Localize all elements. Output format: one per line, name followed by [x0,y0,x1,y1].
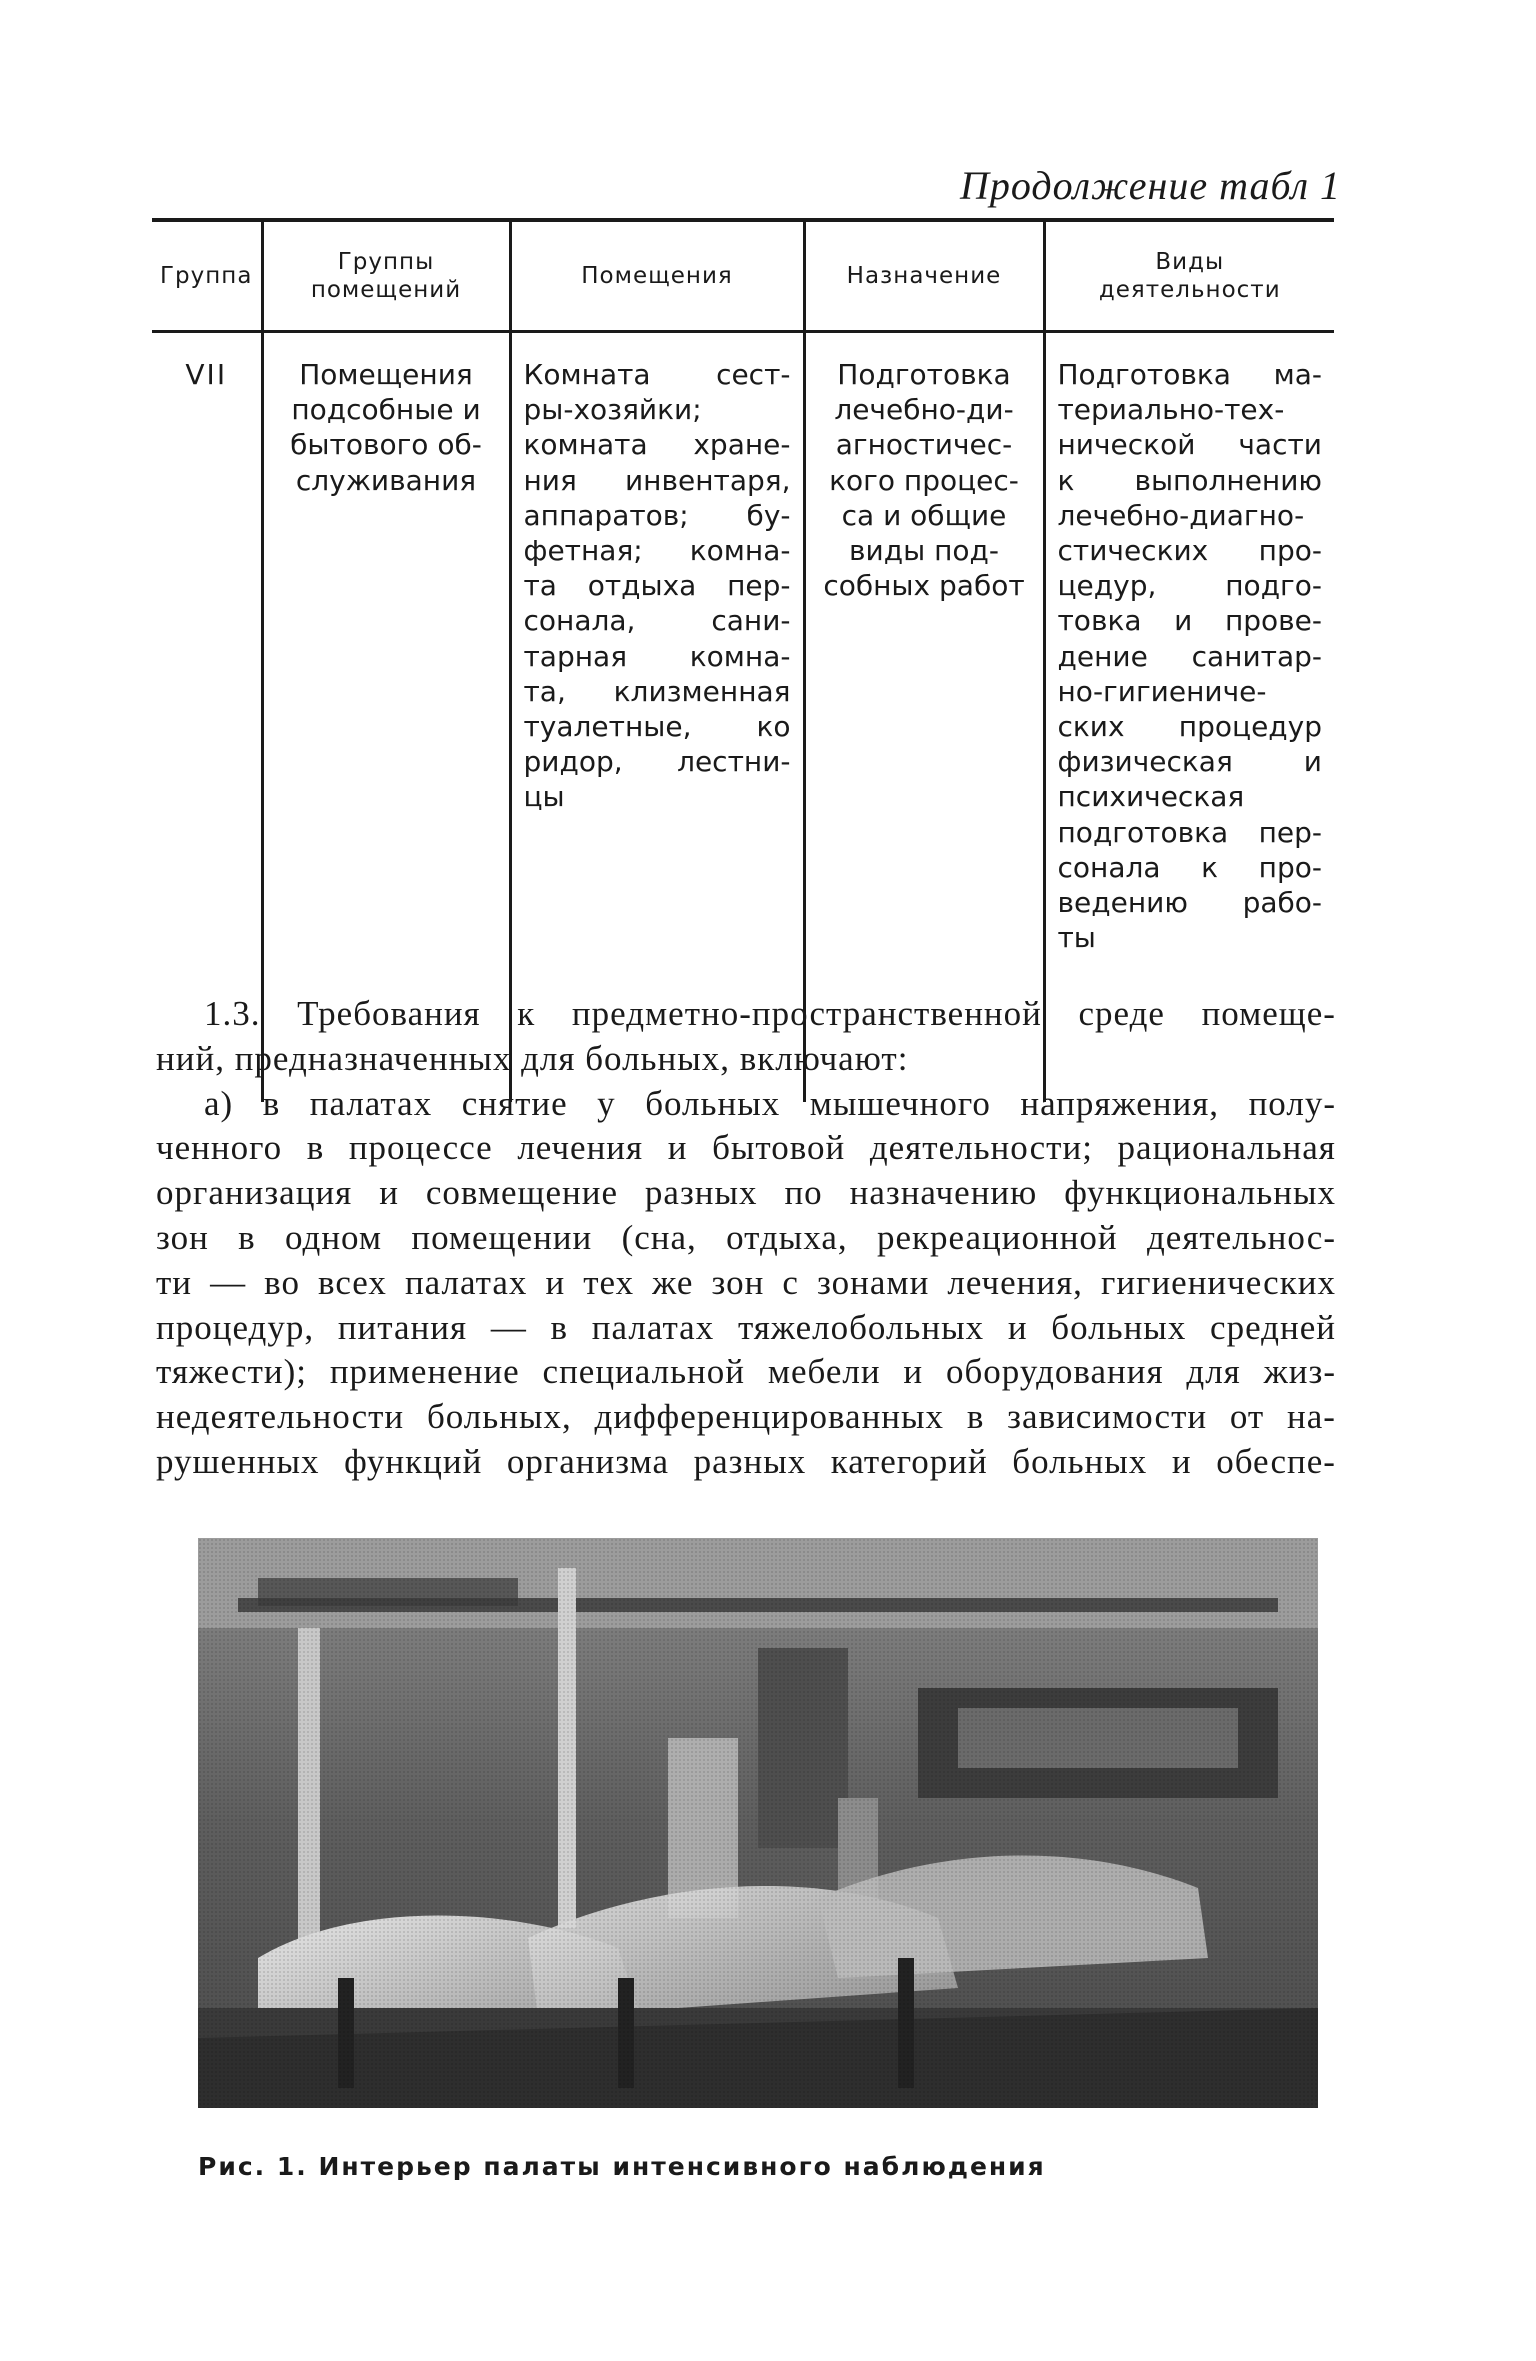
cell-line [524,463,791,498]
word: тяжелобольных [737,1307,985,1347]
cell-line [524,603,791,638]
word: про- [1258,850,1322,884]
word: и [1174,604,1193,638]
word: части [1238,428,1322,462]
ward-interior-photo [198,1538,1318,2108]
cell-line [524,392,791,427]
cell-line [1058,498,1323,533]
body-text [156,992,1336,1485]
cell-line [524,498,791,533]
word: больных [1051,1307,1187,1347]
paragraph-line [156,1171,1336,1216]
word: — [210,1262,247,1302]
word: дение [1057,639,1148,673]
word: совмещение [425,1173,618,1213]
word: применение [329,1352,520,1392]
word: в [966,1397,985,1437]
table-row [152,332,1334,1102]
word: и [379,1173,399,1213]
word: среде [1078,994,1165,1033]
word: и [1007,1307,1028,1347]
word: категорий [830,1441,988,1481]
word: бу- [746,498,791,532]
word: — [490,1307,527,1347]
word: про- [1258,534,1322,568]
word: цедур, [1057,569,1157,603]
word: та, [523,674,566,708]
cell-line [1058,639,1323,674]
word: выполнению [1134,463,1322,497]
cell-line [1058,427,1323,462]
word: товка [1057,604,1142,638]
cell-line: собных работ [823,569,1025,603]
word: обеспе- [1216,1441,1336,1481]
cell-rooms [510,332,804,1102]
word: от [1229,1397,1265,1437]
column-header-activities-line: Виды [1155,249,1225,275]
word: лечения, [947,1262,1083,1302]
column-header-purpose: Назначение [804,220,1044,332]
word: больных, [426,1397,572,1437]
word: цы [523,780,565,814]
word: лечения [517,1128,644,1168]
word: снятие [461,1083,568,1123]
column-header-group: Группа [160,263,253,289]
paragraph-line [156,1126,1336,1171]
word: ко [756,710,791,744]
word: назначению [849,1173,1038,1213]
word: Комната [523,358,651,391]
paragraph-line: ний, предназначенных для больных, включают: [156,1038,909,1078]
cell-line [524,357,791,392]
word: мышечного [809,1083,991,1123]
cell-line [524,709,791,744]
word: хране- [693,428,791,462]
word: в [238,1217,256,1257]
cell-line: виды под- [849,534,999,568]
cell-activities [1044,332,1334,1102]
paragraph-line [156,1216,1336,1261]
cell-line [1058,392,1323,427]
cell-line [1058,920,1323,955]
word: деятельности; [869,1128,1093,1168]
paragraph-line [156,1395,1336,1440]
word: одном [285,1217,383,1257]
cell-line [524,568,791,603]
word: организация [156,1173,353,1213]
word: инвентаря, [624,463,791,497]
word: нической [1057,428,1196,462]
word: отдыха [587,569,697,603]
word: но-гигиениче- [1057,674,1267,708]
word: фетная; [523,534,643,568]
word: деятельнос- [1146,1217,1336,1257]
word: разных [693,1441,807,1481]
word: Подготовка [1057,358,1231,391]
word: рекреационной [876,1217,1118,1257]
word: санитар- [1191,639,1322,673]
cell-line: лечебно-ди- [834,393,1014,427]
word: по [784,1173,823,1213]
word: зонами [817,1262,930,1302]
word: пер- [1258,815,1322,849]
word: лестни- [677,745,791,779]
word: бытовой [712,1128,846,1168]
word: сест- [716,358,791,391]
word: ских [1057,710,1125,744]
cell-line: служивания [295,463,477,497]
word: же [652,1262,694,1302]
word: ма- [1273,358,1322,391]
word: напряжения, [1020,1083,1220,1123]
word: с [782,1262,799,1302]
cell-line: подсобные и [291,393,481,427]
column-header-room-groups-line: помещений [310,277,462,303]
word: ния [523,463,577,497]
word: в [306,1128,325,1168]
word: и [1303,745,1322,779]
word: физическая [1057,745,1233,779]
word: рушенных [156,1441,320,1481]
rooms-table [152,218,1334,1102]
paragraph-line [156,1306,1336,1351]
word: ведению [1057,886,1188,920]
word: функциональных [1064,1173,1336,1213]
cell-line: кого процес- [829,463,1019,497]
word: а) [204,1083,234,1123]
cell-line: са и общие [841,498,1007,532]
word: психическая [1057,780,1245,814]
word: подготовка [1057,815,1229,849]
cell-line [1058,568,1323,603]
word: тарная [523,639,628,673]
word: Требования [297,994,481,1033]
table-continuation-label: Продолжение табл 1 [960,163,1342,208]
word: сонала, [523,604,636,638]
word: полу- [1248,1083,1336,1123]
word: помещении [411,1217,593,1257]
word: стических [1057,534,1209,568]
cell-line [524,639,791,674]
cell-line [524,427,791,462]
photo-illustration [198,1538,1318,2108]
cell-line [524,744,791,779]
word: и [545,1262,566,1302]
paragraph-line [156,1350,1336,1395]
cell-line: агностичес- [835,428,1013,462]
word: териально-тех- [1057,393,1285,427]
cell-line [1058,850,1323,885]
word: недеятельности [156,1397,405,1437]
word: комната [523,428,648,462]
cell-line [1058,744,1323,779]
word: тех [583,1262,635,1302]
word: ридор, [523,745,623,779]
column-header-activities-line: деятельности [1098,277,1281,303]
cell-line [1058,357,1323,392]
paragraph-line [156,1082,1336,1127]
cell-line [1058,603,1323,638]
word: разных [644,1173,758,1213]
word: и [667,1128,688,1168]
word: клизменная [613,674,791,708]
word: к [1201,850,1219,884]
word: дифференцированных [594,1397,945,1437]
word: прове- [1224,604,1322,638]
word: рациональная [1117,1128,1336,1168]
word: рабо- [1242,886,1322,920]
word: та [523,569,557,603]
cell-room-groups [262,332,510,1102]
word: в [262,1083,281,1123]
word: у [597,1083,616,1123]
figure-caption: Рис. 1. Интерьер палаты интенсивного наблюдения [198,2152,1046,2181]
cell-line: Подготовка [837,358,1011,391]
paragraph-line [156,992,1336,1037]
word: палатах [404,1262,528,1302]
column-header-rooms: Помещения [510,220,804,332]
word: ченного [156,1128,283,1168]
word: ти [156,1262,193,1302]
cell-purpose [804,332,1044,1102]
word: процедур [1178,710,1322,744]
cell-line [1058,815,1323,850]
word: аппаратов; [523,498,689,532]
word: к [1057,463,1075,497]
column-header-activities [1044,220,1334,332]
word: зависимости [1007,1397,1208,1437]
word: процессе [348,1128,493,1168]
word: помеще- [1201,994,1336,1033]
word: предметно-пространственной [571,994,1042,1033]
cell-line [524,533,791,568]
word: пер- [727,569,791,603]
word: функций [344,1441,483,1481]
cell-line [1058,709,1323,744]
word: лечебно-диагно- [1057,498,1305,532]
word: туалетные, [523,710,692,744]
word: комна- [689,639,791,673]
word: ты [1057,921,1096,955]
word: всех [318,1262,387,1302]
word: больных [1012,1441,1148,1481]
cell-line [1058,674,1323,709]
word: палатах [309,1083,433,1123]
word: зон [156,1217,209,1257]
word: специальной [542,1352,746,1392]
word: для [1186,1352,1241,1392]
cell-line [524,674,791,709]
cell-line [1058,533,1323,568]
word: мебели [767,1352,881,1392]
word: на- [1287,1397,1336,1437]
word: отдыха, [726,1217,848,1257]
paragraph-line [156,1261,1336,1306]
word: гигиенических [1101,1262,1336,1302]
word: комна- [689,534,791,568]
cell-line [1058,779,1323,814]
paragraph-line [156,1440,1336,1485]
cell-line: бытового об- [290,428,482,462]
word: в [550,1307,569,1347]
cell-line: Помещения [299,358,473,391]
word: жиз- [1263,1352,1336,1392]
word: зон [711,1262,765,1302]
word: подго- [1225,569,1322,603]
word: сани- [711,604,791,638]
word: тяжести); [156,1352,307,1392]
word: 1.3. [204,994,261,1033]
word: организма [506,1441,670,1481]
word: средней [1210,1307,1336,1347]
cell-line [524,779,791,814]
column-header-room-groups [262,220,510,332]
column-header-room-groups-line: Группы [337,249,435,275]
word: палатах [591,1307,715,1347]
word: сонала [1057,850,1161,884]
table-header-row [152,220,1334,332]
word: ры-хозяйки; [523,393,702,427]
word: процедур, [156,1307,315,1347]
cell-line [1058,885,1323,920]
cell-line [1058,463,1323,498]
word: (сна, [621,1217,697,1257]
word: питания [337,1307,468,1347]
word: и [1171,1441,1192,1481]
word: оборудования [945,1352,1164,1392]
cell-group: VII [185,358,228,391]
word: во [264,1262,300,1302]
word: и [903,1352,924,1392]
word: к [517,994,536,1033]
word: больных [645,1083,781,1123]
